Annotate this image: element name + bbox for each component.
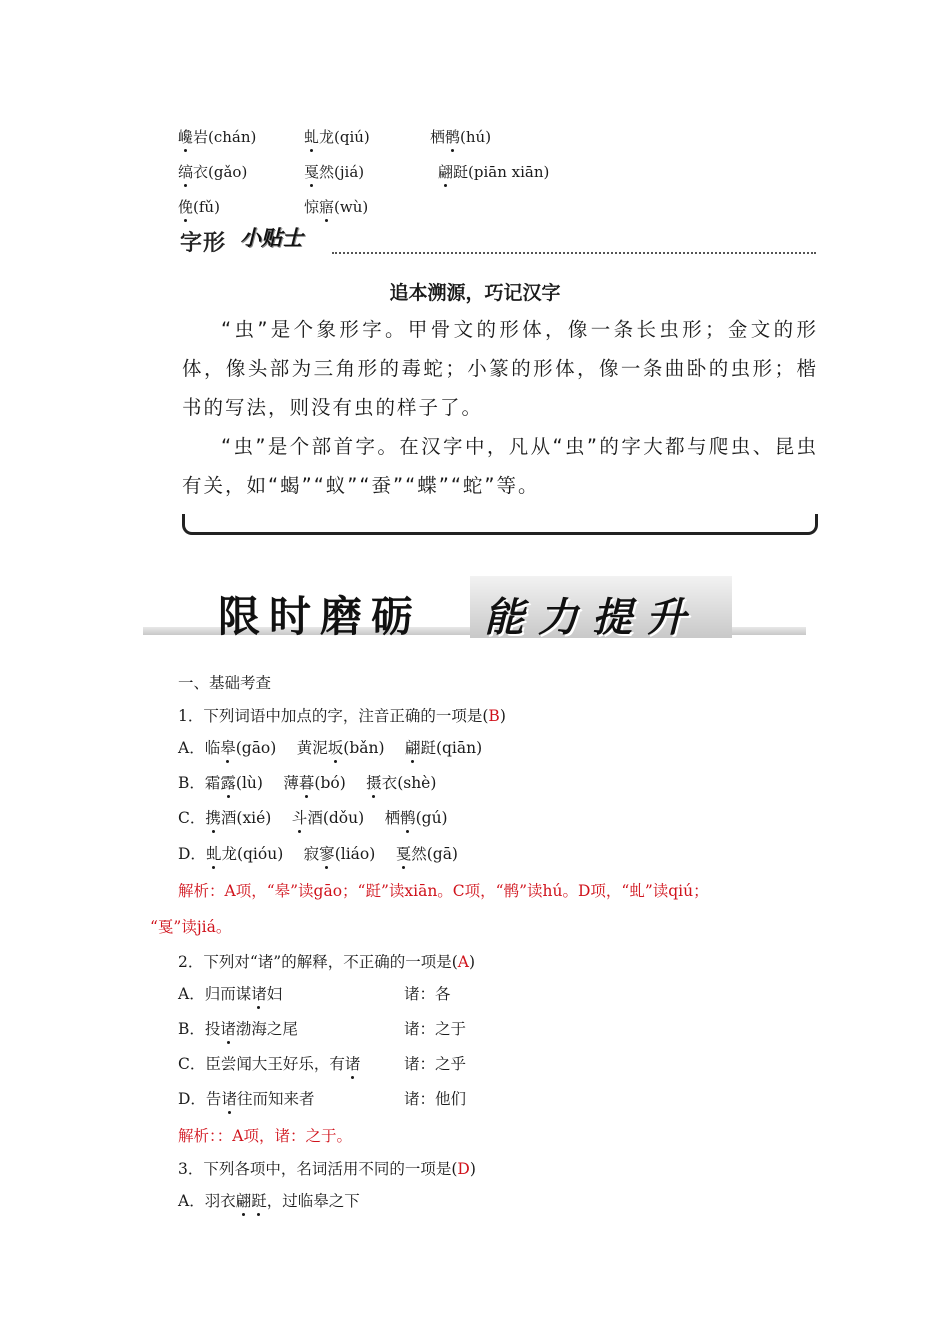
vocab-item: 惊寤(wù) (304, 198, 369, 216)
vocab-item: 虬龙(qiú) (304, 128, 370, 146)
q2-option-b: B．投诸渤海之尾 (178, 1017, 298, 1039)
tip-header (180, 222, 816, 262)
question-3-stem: 3．下列各项中，名词活用不同的一项是(D) (178, 1160, 476, 1178)
answer-letter: D (457, 1160, 470, 1178)
q2-option-d-explanation: 诸：他们 (404, 1090, 467, 1108)
question-1-stem: 1．下列词语中加点的字，注音正确的一项是(B) (178, 707, 506, 725)
vocab-row-1 (178, 126, 256, 147)
section-heading: 一、基础考查 (178, 674, 272, 692)
tip-label: 字形 (180, 231, 227, 256)
q1-option-a: A．临皋(gāo) 黄泥坂(bǎn) 翩跹(qiān) (178, 736, 482, 758)
vocab-item: 翩跹(piān xiān) (438, 163, 550, 181)
answer-letter: A (457, 953, 469, 971)
q1-option-d: D．虬龙(qióu) 寂寥(liáo) 戛然(gā) (178, 842, 458, 864)
q1-analysis-line-1: 解析：A项，“皋”读gāo；“跹”读xiān。C项，“鹘”读hú。D项，“虬”读qiú； (178, 882, 709, 900)
q2-option-d: D．告诸往而知来者 (178, 1087, 314, 1109)
q2-option-c-explanation: 诸：之乎 (404, 1055, 467, 1073)
q1-option-c: C．携酒(xié) 斗酒(dǒu) 栖鹘(gú) (178, 806, 448, 828)
q2-option-a-explanation: 诸：各 (404, 985, 451, 1003)
tip-paragraph-1: “虫”是个象形字。甲骨文的形体，像一条长虫形；金文的形体，像头部为三角形的毒蛇；小篆的形体，像一条曲卧的虫形；楷书的写法，则没有虫的样子了。 (182, 318, 818, 419)
banner-title: 限时磨砺 (218, 592, 423, 641)
q2-option-b-explanation: 诸：之于 (404, 1020, 467, 1038)
dotted-divider (332, 252, 816, 254)
vocab-item: 缟衣(gǎo) (178, 163, 248, 181)
tip-label-stylized: 小贴士 (240, 226, 303, 250)
banner-subtitle: 能力提升 (484, 595, 700, 641)
q2-analysis: 解析：：A项，诸：之于。 (178, 1127, 352, 1145)
q1-option-b: B．霜露(lù) 薄暮(bó) 摄衣(shè) (178, 771, 436, 793)
question-2-stem: 2．下列对“诸”的解释，不正确的一项是(A) (178, 953, 476, 971)
vocab-item: 俛(fǔ) (178, 198, 220, 216)
vocab-item: 戛然(jiá) (304, 163, 365, 181)
q1-analysis-line-2: “戛”读jiá。 (150, 918, 232, 936)
vocab-item: 巉岩(chán) (178, 128, 257, 146)
answer-letter: B (488, 707, 500, 725)
q3-option-a: A．羽衣翩跹，过临皋之下 (178, 1189, 360, 1211)
q2-option-a: A．归而谋诸妇 (178, 982, 282, 1004)
tip-bracket-divider (182, 514, 818, 535)
tip-title: 追本溯源，巧记汉字 (389, 282, 561, 304)
vocab-item: 栖鹘(hú) (430, 128, 492, 146)
q2-option-c: C．臣尝闻大王好乐，有诸 (178, 1052, 360, 1074)
tip-paragraph-2: “虫”是个部首字。在汉字中，凡从“虫”的字大都与爬虫、昆虫有关，如“蝎”“蚁”“蚕”“蝶”“蛇”等。 (182, 435, 818, 497)
